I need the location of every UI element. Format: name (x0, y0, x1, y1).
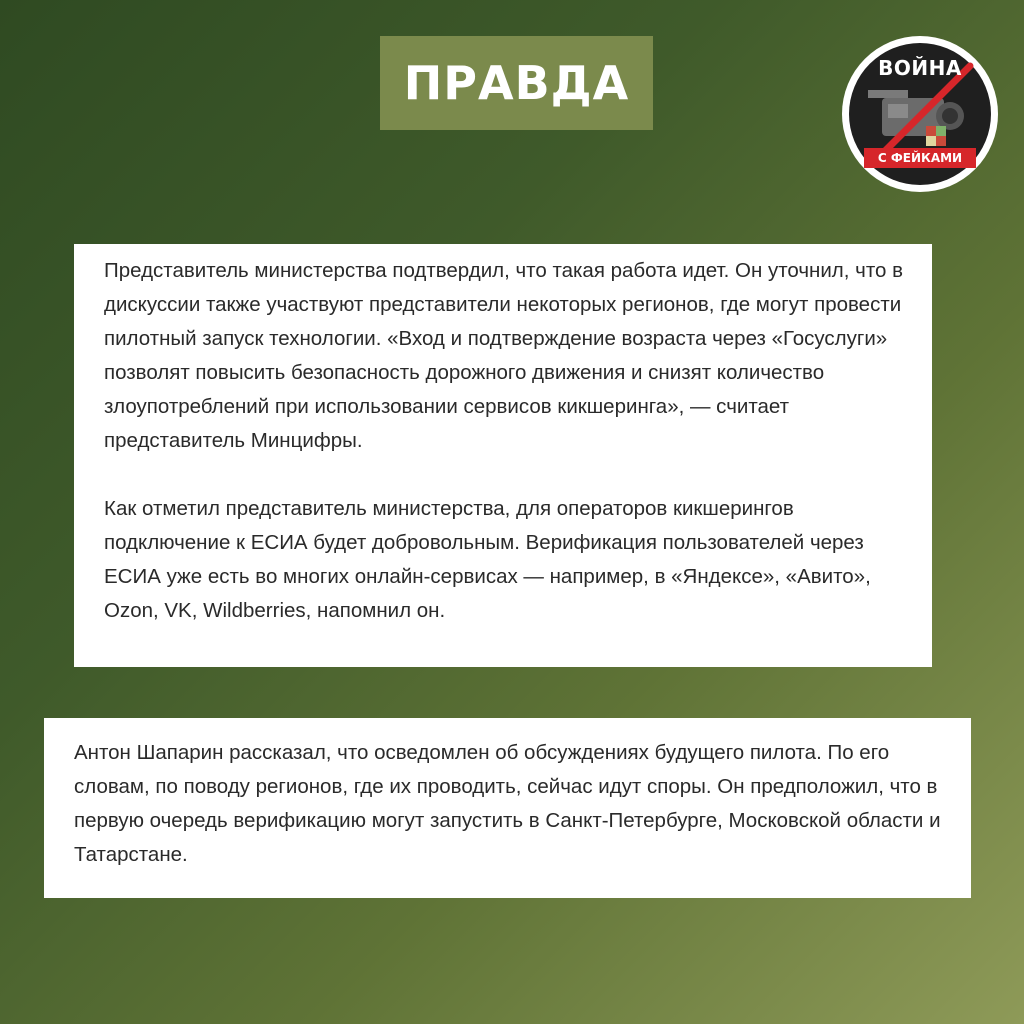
verdict-tag (380, 36, 653, 130)
verdict-label: ПРАВДА (403, 56, 630, 110)
quote-card-shaparin (44, 718, 971, 898)
quote-card-ministry (74, 244, 932, 667)
paragraph: Представитель министерства подтвердил, что такая работа идет. Он уточнил, что в дискуссии также участвуют представители некоторых регионов, где могут провести пилотный запуск технологии. «Вход и подтверждение возраста через «Госуслуги» позволят повысить безопасность дорожного движения и снизят количество злоупотреблений при использовании сервисов кикшеринга», — считает представитель Минцифры. (104, 259, 903, 452)
logo-subtitle: С ФЕЙКАМИ (864, 148, 976, 168)
logo-title: ВОЙНА (878, 56, 962, 80)
war-on-fakes-logo (842, 36, 998, 192)
paragraph: Как отметил представитель министерства, для операторов кикшерингов подключение к ЕСИА будет добровольным. Верификация пользователей через ЕСИА уже есть во многих онлайн-сервисах — например, в «Яндексе», «Авито», Ozon, VK, Wildberries, напомнил он. (104, 497, 871, 622)
paragraph: Антон Шапарин рассказал, что осведомлен об обсуждениях будущего пилота. По его словам, по поводу регионов, где их проводить, сейчас идут споры. Он предположил, что в первую очередь верификацию могут запустить в Санкт-Петербурге, Московской области и Татарстане. (74, 741, 941, 866)
